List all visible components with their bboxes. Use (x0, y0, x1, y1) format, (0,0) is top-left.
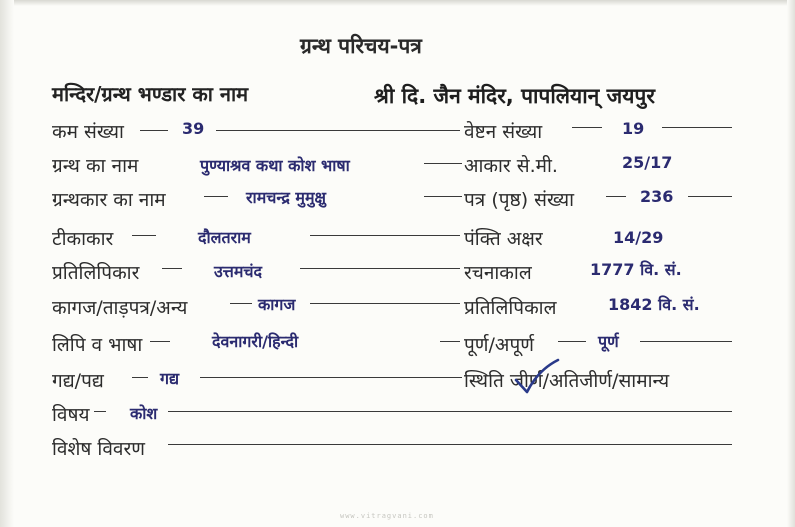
prose-verse-lead-line (132, 377, 148, 378)
commentator-label: टीकाकार (52, 228, 114, 250)
size-value: 25/17 (622, 153, 673, 172)
pages-label: पत्र (पृष्ठ) संख्या (464, 189, 575, 211)
author-value: रामचन्द्र मुमुक्षु (246, 188, 327, 207)
lines-letters-value: 14/29 (613, 228, 664, 247)
library-label: मन्दिर/ग्रन्थ भण्डार का नाम (52, 82, 249, 106)
subject-value: कोश (130, 404, 158, 423)
pages-line (688, 196, 732, 197)
material-lead-line (230, 303, 252, 304)
serial-no-value: 39 (182, 119, 205, 138)
author-line (424, 196, 462, 197)
subject-label: विषय (52, 404, 90, 426)
completeness-value: पूर्ण (598, 332, 619, 351)
prose-verse-line (200, 377, 462, 378)
scan-edge-top (0, 0, 795, 6)
author-lead-line (204, 196, 228, 197)
pages-value: 236 (640, 187, 674, 206)
completeness-lead-line (558, 341, 586, 342)
library-value: श्री दि. जैन मंदिर, पापलियान् जयपुर (374, 84, 655, 108)
script-lang-lead-line (150, 341, 170, 342)
pages-lead-line (606, 196, 626, 197)
subject-line (168, 411, 732, 412)
material-value: कागज (258, 295, 296, 314)
serial-no-lead-line (140, 130, 168, 131)
copy-year-label: प्रतिलिपिकाल (464, 297, 557, 319)
scan-edge-left (0, 0, 14, 527)
copy-year-value: 1842 वि. सं. (608, 295, 700, 314)
condition-label: स्थिति जीर्ण/अतिजीर्ण/सामान्य (464, 370, 670, 392)
special-line (168, 444, 732, 445)
book-name-value: पुण्याश्रव कथा कोश भाषा (200, 156, 350, 175)
commentator-value: दौलतराम (198, 228, 251, 247)
material-line (310, 303, 460, 304)
serial-no-label: कम संख्या (52, 121, 124, 143)
bundle-no-lead-line (572, 127, 602, 128)
script-lang-value: देवनागरी/हिन्दी (212, 332, 299, 351)
material-label: कागज/ताड़पत्र/अन्य (52, 297, 188, 319)
commentator-lead-line (132, 235, 156, 236)
lines-letters-label: पंक्ति अक्षर (464, 228, 543, 250)
commentator-line (310, 235, 460, 236)
author-label: ग्रन्थकार का नाम (52, 189, 166, 211)
composition-year-label: रचनाकाल (464, 262, 532, 284)
book-name-line (424, 163, 462, 164)
prose-verse-label: गद्य/पद्य (52, 370, 104, 392)
watermark: www.vitragvani.com (340, 512, 434, 520)
script-lang-line (440, 341, 460, 342)
copyist-label: प्रतिलिपिकार (52, 262, 140, 284)
copyist-value: उत्तमचंद (214, 262, 263, 281)
card-title: ग्रन्थ परिचय-पत्र (300, 34, 422, 58)
bundle-no-value: 19 (622, 119, 645, 138)
book-name-label: ग्रन्थ का नाम (52, 155, 139, 177)
bundle-no-label: वेष्टन संख्या (464, 121, 543, 143)
copyist-lead-line (162, 268, 182, 269)
composition-year-value: 1777 वि. सं. (590, 260, 682, 279)
subject-lead-line (94, 411, 106, 412)
check-mark-icon (512, 358, 562, 398)
prose-verse-value: गद्य (160, 369, 180, 388)
copyist-line (300, 268, 460, 269)
special-label: विशेष विवरण (52, 438, 145, 460)
scan-edge-right (787, 0, 795, 527)
size-label: आकार से.मी. (464, 155, 558, 177)
serial-no-line (216, 130, 460, 131)
completeness-line (640, 341, 732, 342)
bundle-no-line (662, 127, 732, 128)
script-lang-label: लिपि व भाषा (52, 334, 143, 356)
completeness-label: पूर्ण/अपूर्ण (464, 334, 534, 356)
